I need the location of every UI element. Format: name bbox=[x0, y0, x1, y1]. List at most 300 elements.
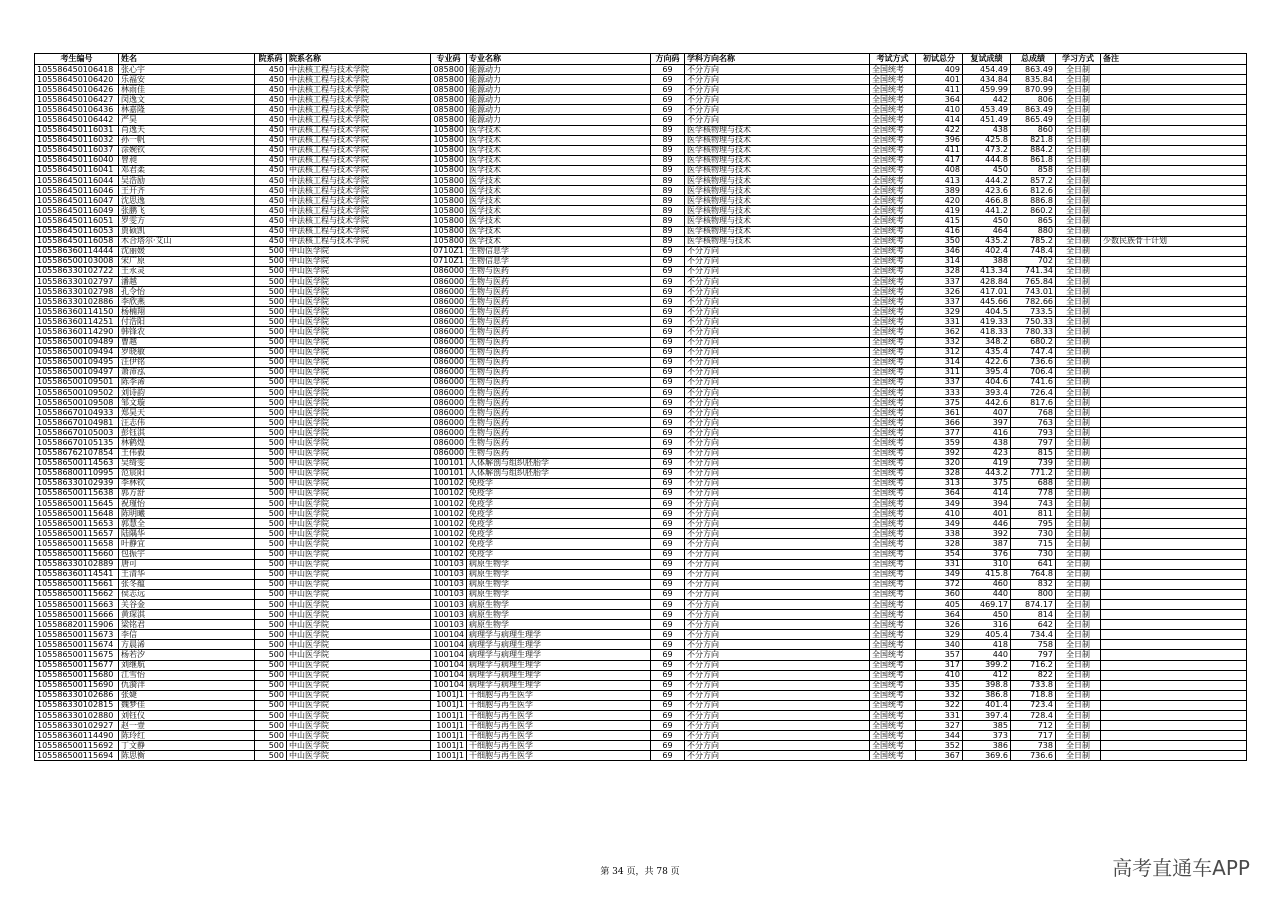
cell-major-code: 086000 bbox=[431, 428, 467, 438]
cell-name: 郭方舒 bbox=[119, 488, 255, 498]
cell-exam-type: 全国统考 bbox=[870, 529, 916, 539]
cell-dept-code: 500 bbox=[255, 287, 287, 297]
cell-initial-score: 322 bbox=[916, 700, 963, 710]
cell-remarks bbox=[1101, 620, 1247, 630]
cell-remarks bbox=[1101, 75, 1247, 85]
cell-dept-name: 中法核工程与技术学院 bbox=[287, 85, 431, 95]
cell-retest-score: 386 bbox=[963, 741, 1011, 751]
cell-major-name: 病理学与病理生理学 bbox=[467, 640, 651, 650]
cell-direction-name: 不分方向 bbox=[685, 620, 870, 630]
cell-direction-name: 不分方向 bbox=[685, 589, 870, 599]
cell-remarks bbox=[1101, 85, 1247, 95]
cell-dept-name: 中山医学院 bbox=[287, 549, 431, 559]
cell-total-score: 861.8 bbox=[1011, 155, 1056, 165]
cell-initial-score: 419 bbox=[916, 206, 963, 216]
cell-dept-code: 500 bbox=[255, 307, 287, 317]
cell-study-mode: 全日制 bbox=[1056, 155, 1101, 165]
cell-exam-id: 105586500115662 bbox=[35, 589, 119, 599]
cell-exam-type: 全国统考 bbox=[870, 145, 916, 155]
cell-major-name: 人体解剖与组织胚胎学 bbox=[467, 458, 651, 468]
cell-total-score: 832 bbox=[1011, 579, 1056, 589]
cell-retest-score: 401 bbox=[963, 509, 1011, 519]
cell-initial-score: 314 bbox=[916, 357, 963, 367]
cell-major-code: 1001J1 bbox=[431, 700, 467, 710]
cell-exam-type: 全国统考 bbox=[870, 670, 916, 680]
cell-direction-code: 69 bbox=[651, 610, 685, 620]
cell-total-score: 733.8 bbox=[1011, 680, 1056, 690]
cell-initial-score: 422 bbox=[916, 125, 963, 135]
cell-name: 陈明曦 bbox=[119, 509, 255, 519]
cell-major-code: 0710Z1 bbox=[431, 256, 467, 266]
cell-remarks bbox=[1101, 125, 1247, 135]
cell-dept-code: 500 bbox=[255, 630, 287, 640]
cell-name: 木合塔尔·艾山 bbox=[119, 236, 255, 246]
cell-exam-type: 全国统考 bbox=[870, 539, 916, 549]
cell-exam-type: 全国统考 bbox=[870, 266, 916, 276]
cell-total-score: 743.01 bbox=[1011, 287, 1056, 297]
cell-exam-type: 全国统考 bbox=[870, 741, 916, 751]
cell-retest-score: 444.2 bbox=[963, 176, 1011, 186]
header-retest-score: 复试成绩 bbox=[963, 54, 1011, 65]
cell-retest-score: 445.66 bbox=[963, 297, 1011, 307]
cell-retest-score: 415.8 bbox=[963, 569, 1011, 579]
cell-remarks bbox=[1101, 509, 1247, 519]
cell-dept-name: 中山医学院 bbox=[287, 640, 431, 650]
cell-exam-id: 105586500109497 bbox=[35, 367, 119, 377]
cell-major-code: 105800 bbox=[431, 206, 467, 216]
cell-exam-id: 105586500115663 bbox=[35, 599, 119, 609]
cell-major-name: 能源动力 bbox=[467, 65, 651, 75]
cell-direction-code: 69 bbox=[651, 347, 685, 357]
cell-remarks bbox=[1101, 610, 1247, 620]
table-row bbox=[35, 751, 1247, 761]
cell-total-score: 886.8 bbox=[1011, 196, 1056, 206]
cell-retest-score: 473.2 bbox=[963, 145, 1011, 155]
cell-exam-type: 全国统考 bbox=[870, 115, 916, 125]
cell-exam-id: 105586450116040 bbox=[35, 155, 119, 165]
cell-major-code: 086000 bbox=[431, 337, 467, 347]
table-row bbox=[35, 428, 1247, 438]
cell-major-code: 085800 bbox=[431, 105, 467, 115]
cell-dept-code: 500 bbox=[255, 438, 287, 448]
cell-dept-name: 中山医学院 bbox=[287, 539, 431, 549]
cell-initial-score: 333 bbox=[916, 388, 963, 398]
cell-name: 仇漪洋 bbox=[119, 680, 255, 690]
cell-name: 祝瑾怡 bbox=[119, 499, 255, 509]
cell-study-mode: 全日制 bbox=[1056, 589, 1101, 599]
cell-remarks bbox=[1101, 266, 1247, 276]
cell-remarks bbox=[1101, 246, 1247, 256]
cell-major-code: 105800 bbox=[431, 186, 467, 196]
cell-name: 关谷金 bbox=[119, 599, 255, 609]
cell-major-code: 100102 bbox=[431, 478, 467, 488]
cell-direction-code: 69 bbox=[651, 297, 685, 307]
cell-total-score: 806 bbox=[1011, 95, 1056, 105]
cell-exam-id: 105586500109494 bbox=[35, 347, 119, 357]
cell-dept-code: 500 bbox=[255, 408, 287, 418]
cell-direction-code: 69 bbox=[651, 458, 685, 468]
cell-major-name: 医学技术 bbox=[467, 135, 651, 145]
cell-study-mode: 全日制 bbox=[1056, 731, 1101, 741]
cell-direction-name: 不分方向 bbox=[685, 670, 870, 680]
cell-name: 严昊 bbox=[119, 115, 255, 125]
cell-study-mode: 全日制 bbox=[1056, 559, 1101, 569]
cell-study-mode: 全日制 bbox=[1056, 599, 1101, 609]
cell-direction-name: 不分方向 bbox=[685, 741, 870, 751]
cell-total-score: 768 bbox=[1011, 408, 1056, 418]
cell-name: 王伟毅 bbox=[119, 448, 255, 458]
cell-exam-type: 全国统考 bbox=[870, 226, 916, 236]
cell-exam-type: 全国统考 bbox=[870, 165, 916, 175]
cell-remarks bbox=[1101, 569, 1247, 579]
table-row bbox=[35, 660, 1247, 670]
cell-major-name: 免疫学 bbox=[467, 509, 651, 519]
cell-exam-type: 全国统考 bbox=[870, 186, 916, 196]
cell-study-mode: 全日制 bbox=[1056, 165, 1101, 175]
cell-study-mode: 全日制 bbox=[1056, 226, 1101, 236]
cell-dept-name: 中法核工程与技术学院 bbox=[287, 186, 431, 196]
cell-dept-code: 500 bbox=[255, 741, 287, 751]
cell-exam-id: 105586450116051 bbox=[35, 216, 119, 226]
cell-study-mode: 全日制 bbox=[1056, 276, 1101, 286]
cell-dept-code: 450 bbox=[255, 75, 287, 85]
cell-retest-score: 466.8 bbox=[963, 196, 1011, 206]
cell-major-name: 病原生物学 bbox=[467, 620, 651, 630]
cell-major-code: 100102 bbox=[431, 529, 467, 539]
cell-major-name: 病原生物学 bbox=[467, 610, 651, 620]
cell-total-score: 733.5 bbox=[1011, 307, 1056, 317]
cell-retest-score: 442 bbox=[963, 95, 1011, 105]
cell-name: 陆隅华 bbox=[119, 529, 255, 539]
cell-major-name: 能源动力 bbox=[467, 95, 651, 105]
cell-name: 罗晓敏 bbox=[119, 347, 255, 357]
cell-retest-score: 388 bbox=[963, 256, 1011, 266]
cell-dept-name: 中山医学院 bbox=[287, 266, 431, 276]
cell-major-code: 105800 bbox=[431, 145, 467, 155]
cell-exam-type: 全国统考 bbox=[870, 377, 916, 387]
cell-retest-score: 441.2 bbox=[963, 206, 1011, 216]
cell-direction-code: 89 bbox=[651, 145, 685, 155]
cell-retest-score: 398.8 bbox=[963, 680, 1011, 690]
cell-exam-id: 105586500103008 bbox=[35, 256, 119, 266]
cell-exam-type: 全国统考 bbox=[870, 367, 916, 377]
cell-dept-code: 500 bbox=[255, 256, 287, 266]
cell-direction-name: 医学核物理与技术 bbox=[685, 135, 870, 145]
cell-total-score: 706.4 bbox=[1011, 367, 1056, 377]
cell-major-name: 能源动力 bbox=[467, 105, 651, 115]
cell-remarks bbox=[1101, 640, 1247, 650]
cell-total-score: 688 bbox=[1011, 478, 1056, 488]
cell-major-name: 医学技术 bbox=[467, 196, 651, 206]
cell-major-code: 085800 bbox=[431, 95, 467, 105]
cell-total-score: 780.33 bbox=[1011, 327, 1056, 337]
cell-name: 付浩阳 bbox=[119, 317, 255, 327]
cell-exam-type: 全国统考 bbox=[870, 438, 916, 448]
cell-name: 王开齐 bbox=[119, 186, 255, 196]
cell-remarks bbox=[1101, 711, 1247, 721]
cell-study-mode: 全日制 bbox=[1056, 569, 1101, 579]
watermark-text: 高考直通车APP bbox=[1112, 856, 1250, 880]
cell-name: 贾硕凯 bbox=[119, 226, 255, 236]
cell-retest-score: 451.49 bbox=[963, 115, 1011, 125]
cell-direction-name: 不分方向 bbox=[685, 579, 870, 589]
cell-name: 郑昊天 bbox=[119, 408, 255, 418]
cell-initial-score: 357 bbox=[916, 650, 963, 660]
cell-name: 郭慧全 bbox=[119, 519, 255, 529]
cell-major-code: 085800 bbox=[431, 75, 467, 85]
cell-major-name: 生物与医药 bbox=[467, 307, 651, 317]
table-row bbox=[35, 155, 1247, 165]
cell-name: 曾昶 bbox=[119, 155, 255, 165]
cell-major-name: 生物与医药 bbox=[467, 337, 651, 347]
cell-study-mode: 全日制 bbox=[1056, 105, 1101, 115]
cell-dept-name: 中山医学院 bbox=[287, 468, 431, 478]
cell-exam-type: 全国统考 bbox=[870, 317, 916, 327]
cell-exam-id: 105586450106442 bbox=[35, 115, 119, 125]
cell-major-name: 医学技术 bbox=[467, 216, 651, 226]
cell-direction-code: 69 bbox=[651, 246, 685, 256]
cell-major-code: 086000 bbox=[431, 287, 467, 297]
cell-total-score: 797 bbox=[1011, 438, 1056, 448]
cell-direction-code: 69 bbox=[651, 731, 685, 741]
cell-remarks bbox=[1101, 176, 1247, 186]
cell-remarks bbox=[1101, 186, 1247, 196]
table-row bbox=[35, 65, 1247, 75]
table-row bbox=[35, 125, 1247, 135]
table-row bbox=[35, 549, 1247, 559]
cell-direction-name: 不分方向 bbox=[685, 327, 870, 337]
cell-exam-type: 全国统考 bbox=[870, 549, 916, 559]
cell-major-code: 100102 bbox=[431, 519, 467, 529]
cell-remarks bbox=[1101, 751, 1247, 761]
cell-exam-id: 105586500115638 bbox=[35, 488, 119, 498]
cell-initial-score: 311 bbox=[916, 367, 963, 377]
cell-total-score: 734.4 bbox=[1011, 630, 1056, 640]
cell-total-score: 860.2 bbox=[1011, 206, 1056, 216]
cell-direction-code: 69 bbox=[651, 266, 685, 276]
cell-direction-name: 不分方向 bbox=[685, 529, 870, 539]
table-row bbox=[35, 135, 1247, 145]
cell-retest-score: 416 bbox=[963, 428, 1011, 438]
cell-exam-type: 全国统考 bbox=[870, 478, 916, 488]
cell-dept-code: 500 bbox=[255, 660, 287, 670]
cell-exam-type: 全国统考 bbox=[870, 630, 916, 640]
cell-initial-score: 320 bbox=[916, 458, 963, 468]
cell-retest-score: 404.5 bbox=[963, 307, 1011, 317]
cell-major-name: 医学技术 bbox=[467, 176, 651, 186]
cell-exam-type: 全国统考 bbox=[870, 650, 916, 660]
cell-remarks: 少数民族骨干计划 bbox=[1101, 236, 1247, 246]
cell-major-name: 免疫学 bbox=[467, 488, 651, 498]
cell-exam-id: 105586450116031 bbox=[35, 125, 119, 135]
table-row bbox=[35, 488, 1247, 498]
cell-total-score: 863.49 bbox=[1011, 105, 1056, 115]
cell-remarks bbox=[1101, 317, 1247, 327]
cell-name: 孙一帆 bbox=[119, 135, 255, 145]
cell-name: 唐可 bbox=[119, 559, 255, 569]
cell-major-name: 病理学与病理生理学 bbox=[467, 680, 651, 690]
cell-retest-score: 450 bbox=[963, 216, 1011, 226]
cell-exam-id: 105586500115692 bbox=[35, 741, 119, 751]
cell-major-name: 生物与医药 bbox=[467, 428, 651, 438]
table-row bbox=[35, 589, 1247, 599]
cell-remarks bbox=[1101, 589, 1247, 599]
table-row bbox=[35, 599, 1247, 609]
cell-direction-code: 69 bbox=[651, 367, 685, 377]
cell-total-score: 880 bbox=[1011, 226, 1056, 236]
cell-dept-name: 中山医学院 bbox=[287, 741, 431, 751]
cell-study-mode: 全日制 bbox=[1056, 65, 1101, 75]
cell-major-code: 1001J1 bbox=[431, 721, 467, 731]
cell-remarks bbox=[1101, 226, 1247, 236]
cell-remarks bbox=[1101, 408, 1247, 418]
cell-retest-score: 375 bbox=[963, 478, 1011, 488]
cell-name: 范宸阳 bbox=[119, 468, 255, 478]
cell-total-score: 835.84 bbox=[1011, 75, 1056, 85]
cell-total-score: 736.6 bbox=[1011, 357, 1056, 367]
cell-dept-name: 中法核工程与技术学院 bbox=[287, 206, 431, 216]
cell-dept-code: 500 bbox=[255, 620, 287, 630]
cell-dept-code: 500 bbox=[255, 367, 287, 377]
cell-retest-score: 454.49 bbox=[963, 65, 1011, 75]
cell-direction-code: 69 bbox=[651, 690, 685, 700]
cell-direction-name: 不分方向 bbox=[685, 95, 870, 105]
cell-direction-code: 69 bbox=[651, 115, 685, 125]
cell-total-score: 741.6 bbox=[1011, 377, 1056, 387]
cell-remarks bbox=[1101, 660, 1247, 670]
cell-dept-code: 450 bbox=[255, 165, 287, 175]
cell-name: 张冬蕴 bbox=[119, 579, 255, 589]
cell-remarks bbox=[1101, 256, 1247, 266]
cell-retest-score: 399.2 bbox=[963, 660, 1011, 670]
header-initial-score: 初试总分 bbox=[916, 54, 963, 65]
cell-direction-code: 69 bbox=[651, 519, 685, 529]
cell-remarks bbox=[1101, 731, 1247, 741]
cell-name: 杨若汐 bbox=[119, 650, 255, 660]
table-row bbox=[35, 388, 1247, 398]
cell-major-code: 105800 bbox=[431, 155, 467, 165]
cell-major-name: 医学技术 bbox=[467, 145, 651, 155]
cell-initial-score: 338 bbox=[916, 529, 963, 539]
cell-retest-score: 459.99 bbox=[963, 85, 1011, 95]
cell-study-mode: 全日制 bbox=[1056, 206, 1101, 216]
cell-retest-score: 348.2 bbox=[963, 337, 1011, 347]
cell-study-mode: 全日制 bbox=[1056, 630, 1101, 640]
cell-dept-name: 中法核工程与技术学院 bbox=[287, 145, 431, 155]
cell-major-name: 生物与医药 bbox=[467, 287, 651, 297]
cell-retest-score: 417.01 bbox=[963, 287, 1011, 297]
cell-retest-score: 310 bbox=[963, 559, 1011, 569]
cell-direction-code: 69 bbox=[651, 488, 685, 498]
cell-major-name: 能源动力 bbox=[467, 115, 651, 125]
cell-exam-id: 105586670105135 bbox=[35, 438, 119, 448]
table-row bbox=[35, 579, 1247, 589]
cell-exam-id: 105586450106420 bbox=[35, 75, 119, 85]
cell-total-score: 728.4 bbox=[1011, 711, 1056, 721]
cell-initial-score: 375 bbox=[916, 398, 963, 408]
cell-study-mode: 全日制 bbox=[1056, 115, 1101, 125]
cell-major-code: 100104 bbox=[431, 640, 467, 650]
cell-initial-score: 414 bbox=[916, 115, 963, 125]
cell-major-name: 能源动力 bbox=[467, 85, 651, 95]
cell-dept-code: 500 bbox=[255, 357, 287, 367]
cell-retest-score: 392 bbox=[963, 529, 1011, 539]
cell-exam-type: 全国统考 bbox=[870, 398, 916, 408]
cell-initial-score: 352 bbox=[916, 741, 963, 751]
cell-direction-name: 不分方向 bbox=[685, 630, 870, 640]
table-row bbox=[35, 165, 1247, 175]
cell-major-code: 100104 bbox=[431, 660, 467, 670]
cell-name: 吴绮雯 bbox=[119, 458, 255, 468]
cell-exam-id: 105586450116049 bbox=[35, 206, 119, 216]
cell-study-mode: 全日制 bbox=[1056, 539, 1101, 549]
cell-name: 宋广原 bbox=[119, 256, 255, 266]
cell-direction-name: 医学核物理与技术 bbox=[685, 165, 870, 175]
cell-major-code: 086000 bbox=[431, 448, 467, 458]
cell-exam-id: 105586500115677 bbox=[35, 660, 119, 670]
cell-major-name: 生物与医药 bbox=[467, 266, 651, 276]
cell-direction-name: 不分方向 bbox=[685, 367, 870, 377]
cell-major-name: 病原生物学 bbox=[467, 579, 651, 589]
cell-direction-name: 不分方向 bbox=[685, 751, 870, 761]
cell-study-mode: 全日制 bbox=[1056, 488, 1101, 498]
cell-exam-id: 105586330102815 bbox=[35, 700, 119, 710]
cell-direction-name: 不分方向 bbox=[685, 731, 870, 741]
cell-initial-score: 367 bbox=[916, 751, 963, 761]
cell-dept-name: 中山医学院 bbox=[287, 398, 431, 408]
cell-direction-code: 69 bbox=[651, 549, 685, 559]
cell-exam-id: 105586330102722 bbox=[35, 266, 119, 276]
cell-direction-code: 69 bbox=[651, 357, 685, 367]
cell-direction-code: 69 bbox=[651, 428, 685, 438]
cell-dept-name: 中山医学院 bbox=[287, 438, 431, 448]
cell-dept-code: 500 bbox=[255, 488, 287, 498]
cell-remarks bbox=[1101, 670, 1247, 680]
cell-exam-type: 全国统考 bbox=[870, 700, 916, 710]
cell-major-code: 085800 bbox=[431, 85, 467, 95]
cell-dept-code: 500 bbox=[255, 519, 287, 529]
cell-study-mode: 全日制 bbox=[1056, 741, 1101, 751]
cell-major-code: 105800 bbox=[431, 165, 467, 175]
cell-exam-id: 10558645010641‌8 bbox=[35, 65, 119, 75]
cell-exam-type: 全国统考 bbox=[870, 448, 916, 458]
cell-retest-score: 401.4 bbox=[963, 700, 1011, 710]
cell-remarks bbox=[1101, 650, 1247, 660]
cell-initial-score: 328 bbox=[916, 539, 963, 549]
table-row bbox=[35, 448, 1247, 458]
cell-remarks bbox=[1101, 539, 1247, 549]
cell-total-score: 860 bbox=[1011, 125, 1056, 135]
cell-retest-score: 450 bbox=[963, 610, 1011, 620]
cell-remarks bbox=[1101, 206, 1247, 216]
table-row bbox=[35, 670, 1247, 680]
cell-study-mode: 全日制 bbox=[1056, 216, 1101, 226]
cell-study-mode: 全日制 bbox=[1056, 428, 1101, 438]
cell-major-code: 1001J1 bbox=[431, 690, 467, 700]
cell-study-mode: 全日制 bbox=[1056, 327, 1101, 337]
table-row bbox=[35, 266, 1247, 276]
cell-exam-type: 全国统考 bbox=[870, 307, 916, 317]
cell-dept-code: 500 bbox=[255, 458, 287, 468]
cell-dept-name: 中山医学院 bbox=[287, 569, 431, 579]
cell-initial-score: 405 bbox=[916, 599, 963, 609]
cell-study-mode: 全日制 bbox=[1056, 367, 1101, 377]
cell-exam-id: 105586500109489 bbox=[35, 337, 119, 347]
cell-direction-name: 不分方向 bbox=[685, 458, 870, 468]
cell-dept-code: 500 bbox=[255, 610, 287, 620]
cell-total-score: 812.6 bbox=[1011, 186, 1056, 196]
cell-dept-code: 500 bbox=[255, 377, 287, 387]
